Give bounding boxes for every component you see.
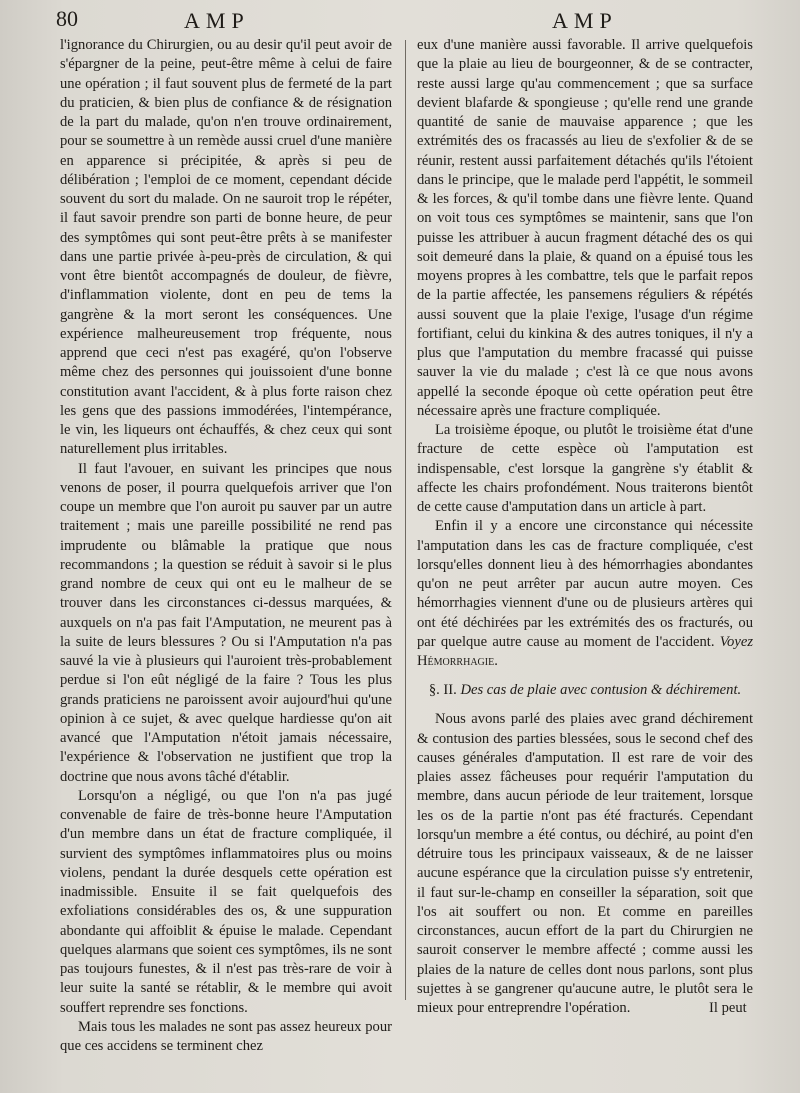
page-number: 80 — [56, 6, 78, 31]
left-column — [60, 36, 392, 1056]
column-divider — [405, 40, 406, 1000]
see-reference-label: Voyez — [719, 633, 753, 650]
paragraph: La troisième époque, ou plutôt le troisième état d'une fracture de cette espèce où l'amputation est indispensable, c'est lorsque la gangrène s'y établit & affecte les chairs profondément. Nous traiterons bientôt de cette cause d'amputation dans un article à part. — [417, 422, 753, 515]
running-head-left: AMP — [184, 8, 250, 33]
paragraph: eux d'une manière aussi favorable. Il arrive quelquefois que la plaie au lieu de bourgeonner, & de se contracter, reste aussi large qu'au commencement ; que sa surface devient blafarde & spongieuse ; qu'elle rend une grande quantité de sanie de mauvaise apparence ; que les extrémités des os fracassés au lieu de s'exfolier & de se réunir, restent aussi parfaitement détachés qu'ils l'étoient dans le principe, que le malade perd l'appétit, le sommeil & les forces, & qu'il tombe dans une fièvre lente. Quand on voit tous ces symptômes se maintenir, sans que l'on puisse les attribuer à aucun fragment détaché des os qui soit demeuré dans la plaie, & quand on a épuisé tous les moyens propres à les combattre, tels que le parfait repos de la partie affectée, les pansemens réguliers & répétés aussi souvent que la plaie l'exige, l'usage d'un régime fortifiant, celui du kinkina & des autres toniques, il n'y a plus que l'amputation du membre fracassé qui puisse sauver la vie du malade ; c'est là ce que nous avons appellé la seconde époque où cette opération peut être nécessaire après une fracture compliquée. — [417, 37, 753, 419]
paragraph-text: Enfin il y a encore une circonstance qui nécessite l'amputation dans les cas de fracture compliquée, c'est lorsqu'elles donnent lieu à des hémorrhagies abondantes qu'on ne peut arrêter par aucun autre moyen. Ces hémorrhagies viennent d'une ou de plusieurs artères qui ont été déchirées par les extrémités des os fracturés, ou par quelque autre cause au moment de l'accident. — [417, 518, 753, 650]
paragraph — [417, 517, 753, 671]
paragraph: Mais tous les malades ne sont pas assez heureux pour que ces accidens se terminent chez — [60, 1018, 392, 1054]
paragraph: Lorsqu'on a négligé, ou que l'on n'a pas jugé convenable de faire de très-bonne heure l'Amputation d'un membre dans un état de fracture compliquée, il survient des symptômes inflammatoires plus ou moins violens, pendant la durée desquels cette opération est inadmissible. Ensuite il se fait quelquefois des exfoliations considérables des os, & une suppuration abondante qui affoiblit & épuise le malade. Cependant quelques alarmans que soient ces symptômes, ils ne sont pas toujours funestes, & il n'est pas très-rare de voir à leur suite la santé se rétablir, & le membre qui avoit souffert reprendre ses fonctions. — [60, 787, 392, 1016]
cross-reference-link: Hémorrhagie. — [417, 653, 498, 669]
paragraph: l'ignorance du Chirurgien, ou au desir qu'il peut avoir de s'épargner de la peine, peut-être même à celui de faire une opération ; il faut souvent plus de fermeté de la part du praticien, & bien plus de confiance & de résignation de la part du malade, qu'on n'en trouve ordinairement, pour se soumettre à un remède aussi cruel d'une manière en apparence si précipitée, & après si peu de délibération ; l'emploi de ce moment, cependant décide souvent du sort du malade. On ne sauroit trop le répéter, il faut savoir prendre son parti de bonne heure, de peur des symptômes qui sont peut-être prêts à se manifester dans une partie privée à-peu-près de circulation, & qui vont être bientôt accompagnés de douleur, de fièvre, d'inflammation violente, dont en peu de tems la gangrène & la mort seront les conséquences. Une expérience malheureusement trop fréquente, nous apprend que ceci n'est pas exagéré, qu'on l'observe même chez des personnes qui jouissoient d'une bonne constitution avant l'accident, & à plus forte raison chez les gens que des passions immodérées, l'intempérance, le vin, les liqueurs ont échauffés, & chez ceux qui sont naturellement plus irritables. — [60, 37, 392, 458]
catchword: Il peut — [709, 1000, 747, 1016]
running-head-right: AMP — [552, 8, 618, 33]
paragraph: Nous avons parlé des plaies avec grand déchirement & contusion des parties blessées, sous le second chef des causes générales d'amputation. Il est rare de voir des plaies assez fâcheuses pour requérir l'amputation du membre, dans aucun période de leur traitement, lorsque les os de la partie n'ont pas été fracturés. Cependant lorsqu'un membre a été contus, ou déchiré, au point d'en détruire tous les principaux vaisseaux, & de ne laisser aucune espérance que la circulation puisse s'y entretenir, il faut sur-le-champ en conseiller la séparation, soit que l'os ait souffert ou non. Et comme en pareilles circonstances, aucun effort de la part du Chirurgien ne sauroit conserver le membre affecté ; comme aussi les plaies de la nature de celles dont nous parlons, sont plus sujettes à se gangrener qu'aucune autre, le plutôt sera le mieux pour entreprendre l'opération. — [417, 711, 753, 1016]
section-title: Des cas de plaie avec contusion & déchirement. — [460, 682, 742, 699]
section-number: §. II. — [428, 682, 457, 699]
right-column — [417, 36, 753, 1018]
paragraph: Il faut l'avouer, en suivant les principes que nous venons de poser, il pourra quelquefois arriver que l'on coupe un membre que l'on auroit pu sauver par un autre traitement ; mais une pareille possibilité ne rend pas imprudente ou blâmable la pratique que nous recommandons ; la question se réduit à savoir si le plus grand nombre de ceux qui ont eu le malheur de se trouver dans les circonstances ci-dessus marquées, & auxquels on n'a pas fait l'Amputation, ne meurent pas à la suite de leurs blessures ? Ou si l'Amputation n'a pas sauvé la vie à plusieurs qui l'auroient très-probablement perdue si l'on eût négligé de la faire ? Tous les plus grands praticiens ne paroissent avoir aujourd'hui qu'une opinion à ce sujet, & avec quelque hardiesse qu'on ait avancé que l'Amputation n'étoit jamais nécessaire, l'expérience & l'observation ne justifient que trop la doctrine que nous avons tâché d'établir. — [60, 460, 392, 785]
section-heading — [417, 681, 753, 700]
